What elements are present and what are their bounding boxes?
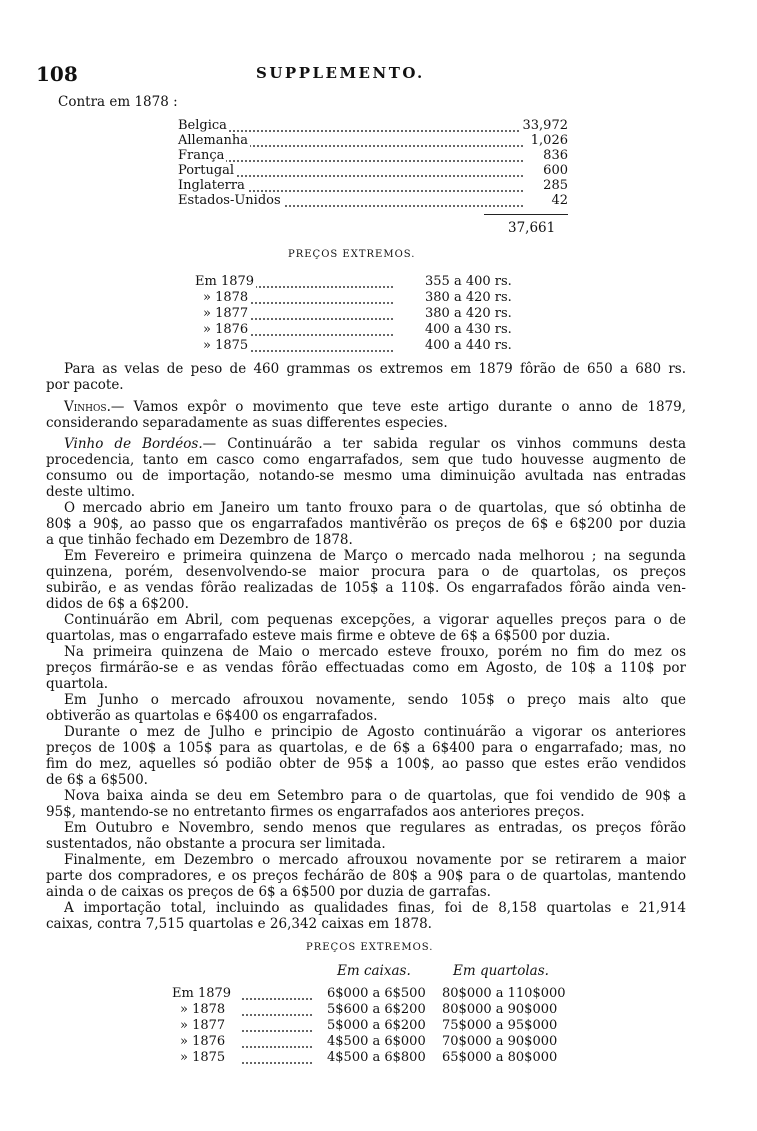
country-name: Portugal: [178, 163, 235, 178]
table-row: [178, 178, 568, 192]
text-line: fim do mez, aquelles só podião obter de 95$ a 100$, ao passo que estes erão vendidos: [46, 756, 686, 772]
text-line: quartola.: [46, 676, 109, 692]
paragraph-junho: [46, 692, 686, 724]
price-range: 400 a 440 rs.: [425, 338, 512, 353]
price-range: 380 a 420 rs.: [425, 290, 512, 305]
year-label: » 1877: [180, 1018, 226, 1033]
section-lead: Vinho de Bordéos.: [64, 436, 203, 452]
paragraph-setembro: [46, 788, 686, 820]
text-span: — Vamos expôr o movimento que teve este artigo durante o anno de 1879,: [110, 399, 686, 415]
text-line: 80$ a 90$, ao passo que os engarrafados mantivêrão os preços de 6$ e 6$200 por duzia: [46, 516, 686, 532]
caixas-range: 4$500 a 6$800: [327, 1050, 426, 1065]
running-title: SUPPLEMENTO.: [256, 64, 425, 82]
table-caption: PREÇOS EXTREMOS.: [306, 942, 434, 953]
table-caption: PREÇOS EXTREMOS.: [288, 249, 416, 260]
table-row: [172, 986, 572, 1001]
table-row: [195, 322, 535, 337]
table-row: [178, 163, 568, 177]
text-line: considerando separadamente as suas differentes especies.: [46, 415, 448, 431]
caixas-range: 4$500 a 6$000: [327, 1034, 426, 1049]
text-line: Em Junho o mercado afrouxou novamente, sendo 105$ o preço mais alto que: [64, 692, 686, 708]
quartolas-range: 80$000 a 90$000: [442, 1002, 558, 1017]
quartolas-range: 70$000 a 90$000: [442, 1034, 558, 1049]
country-value: 42: [548, 193, 568, 208]
text-line: Durante o mez de Julho e principio de Agosto continuárão a vigorar os anteriores: [64, 724, 686, 740]
text-line: Finalmente, em Dezembro o mercado afrouxou novamente por se retirarem a maior: [64, 852, 686, 868]
paragraph-abril: [46, 612, 686, 644]
text-line: parte dos compradores, e os preços fechárão de 80$ a 90$ para o de quartolas, mantendo: [46, 868, 686, 884]
text-line: caixas, contra 7,515 quartolas e 26,342 caixas em 1878.: [46, 916, 432, 932]
text-line: quinzena, porém, desenvolvendo-se maior procura para o de quartolas, os preços: [46, 564, 686, 580]
paragraph-julho: [46, 724, 686, 788]
text-line: Para as velas de peso de 460 grammas os extremos em 1879 fôrão de 650 a 680 rs.: [64, 361, 686, 377]
country-name: Inglaterra: [178, 178, 245, 193]
text-line: preços de 100$ a 105$ para as quartolas, e de 6$ a 6$400 para o engarrafado; mas, no: [46, 740, 686, 756]
text-line: [46, 436, 686, 452]
column-header-quartolas: Em quartolas.: [453, 963, 549, 979]
year-label: » 1876: [180, 1034, 226, 1049]
total-rule: [484, 214, 568, 215]
paragraph-maio: [46, 644, 686, 692]
year-label: » 1875: [203, 338, 249, 353]
text-line: Em Fevereiro e primeira quinzena de Março o mercado nada melhorou ; na segunda: [64, 548, 686, 564]
table-row: [178, 133, 568, 147]
year-label: Em 1879: [195, 274, 255, 289]
year-label: Em 1879: [172, 986, 232, 1001]
text-line: a que tinhão fechado em Dezembro de 1878.: [46, 532, 353, 548]
column-header-caixas: Em caixas.: [337, 963, 411, 979]
caixas-range: 5$600 a 6$200: [327, 1002, 426, 1017]
section-lead: Vinhos.: [64, 399, 111, 415]
table-row: [172, 1018, 572, 1033]
text-line: de 6$ a 6$500.: [46, 772, 148, 788]
country-name: França: [178, 148, 225, 163]
text-line: procedencia, tanto em casco como engarrafados, sem que tudo houvesse augmento de: [46, 452, 686, 468]
paragraph-fevereiro: [46, 548, 686, 612]
price-range: 400 a 430 rs.: [425, 322, 512, 337]
text-line: por pacote.: [46, 377, 124, 393]
table-row: [178, 118, 568, 132]
text-line: Nova baixa ainda se deu em Setembro para o de quartolas, que foi vendido de 90$ a: [64, 788, 686, 804]
paragraph-bordeos: [46, 436, 686, 500]
country-value: 836: [540, 148, 568, 163]
table-row: [172, 1034, 572, 1049]
text-line: consumo ou de importação, notando-se mesmo uma diminuição avultada nas entradas: [46, 468, 686, 484]
contra-label: Contra em 1878 :: [58, 94, 178, 110]
text-line: preços firmárão-se e as vendas fôrão effectuadas como em Agosto, de 10$ a 110$ por: [46, 660, 686, 676]
paragraph-dezembro: [46, 852, 686, 900]
table-row: [195, 290, 535, 305]
text-line: [46, 399, 686, 415]
quartolas-range: 80$000 a 110$000: [442, 986, 566, 1001]
table-row: [172, 1002, 572, 1017]
text-line: A importação total, incluindo as qualidades finas, foi de 8,158 quartolas e 21,914: [64, 900, 686, 916]
text-span: — Continuárão a ter sabida regular os vinhos communs desta: [202, 436, 687, 452]
country-value: 285: [540, 178, 568, 193]
text-line: sustentados, não obstante a procura ser limitada.: [46, 836, 386, 852]
table-row: [195, 274, 535, 289]
table-row: [195, 306, 535, 321]
year-label: » 1878: [203, 290, 249, 305]
price-range: 355 a 400 rs.: [425, 274, 512, 289]
text-line: O mercado abrio em Janeiro um tanto frouxo para o de quartolas, que só obtinha de: [64, 500, 686, 516]
paragraph-janeiro: [46, 500, 686, 548]
price-range: 380 a 420 rs.: [425, 306, 512, 321]
country-name: Belgica: [178, 118, 227, 133]
paragraph-vinhos: [46, 399, 686, 431]
text-line: quartolas, mas o engarrafado esteve mais firme e obteve de 6$ a 6$500 por duzia.: [46, 628, 611, 644]
year-label: » 1875: [180, 1050, 226, 1065]
country-value: 1,026: [528, 133, 568, 148]
country-value: 33,972: [520, 118, 569, 133]
quartolas-range: 75$000 a 95$000: [442, 1018, 558, 1033]
caixas-range: 6$000 a 6$500: [327, 986, 426, 1001]
paragraph-velas: [46, 361, 686, 393]
text-line: didos de 6$ a 6$200.: [46, 596, 189, 612]
country-value: 600: [540, 163, 568, 178]
table-row: [178, 148, 568, 162]
quartolas-range: 65$000 a 80$000: [442, 1050, 558, 1065]
text-line: obtiverão as quartolas e 6$400 os engarrafados.: [46, 708, 378, 724]
text-line: 95$, mantendo-se no entretanto firmes os engarrafados aos anteriores preços.: [46, 804, 585, 820]
text-line: ainda o de caixas os preços de 6$ a 6$500 por duzia de garrafas.: [46, 884, 491, 900]
year-label: » 1877: [203, 306, 249, 321]
text-line: deste ultimo.: [46, 484, 136, 500]
paragraph-outubro: [46, 820, 686, 852]
text-line: Em Outubro e Novembro, sendo menos que regulares as entradas, os preços fôrão: [64, 820, 686, 836]
caixas-range: 5$000 a 6$200: [327, 1018, 426, 1033]
table-row: [195, 338, 535, 353]
total-value: 37,661: [508, 220, 556, 236]
year-label: » 1876: [203, 322, 249, 337]
text-line: Na primeira quinzena de Maio o mercado esteve frouxo, porém no fim do mez os: [64, 644, 686, 660]
page-number: 108: [36, 62, 78, 86]
country-name: Estados-Unidos: [178, 193, 281, 208]
text-line: subirão, e as vendas fôrão realizadas de 105$ a 110$. Os engarrafados fôrão ainda ven-: [46, 580, 686, 596]
country-name: Allemanha: [178, 133, 248, 148]
table-row: [172, 1050, 572, 1065]
paragraph-importacao: [46, 900, 686, 932]
text-line: Continuárão em Abril, com pequenas excepções, a vigorar aquelles preços para o de: [64, 612, 686, 628]
year-label: » 1878: [180, 1002, 226, 1017]
table-row: [178, 193, 568, 207]
